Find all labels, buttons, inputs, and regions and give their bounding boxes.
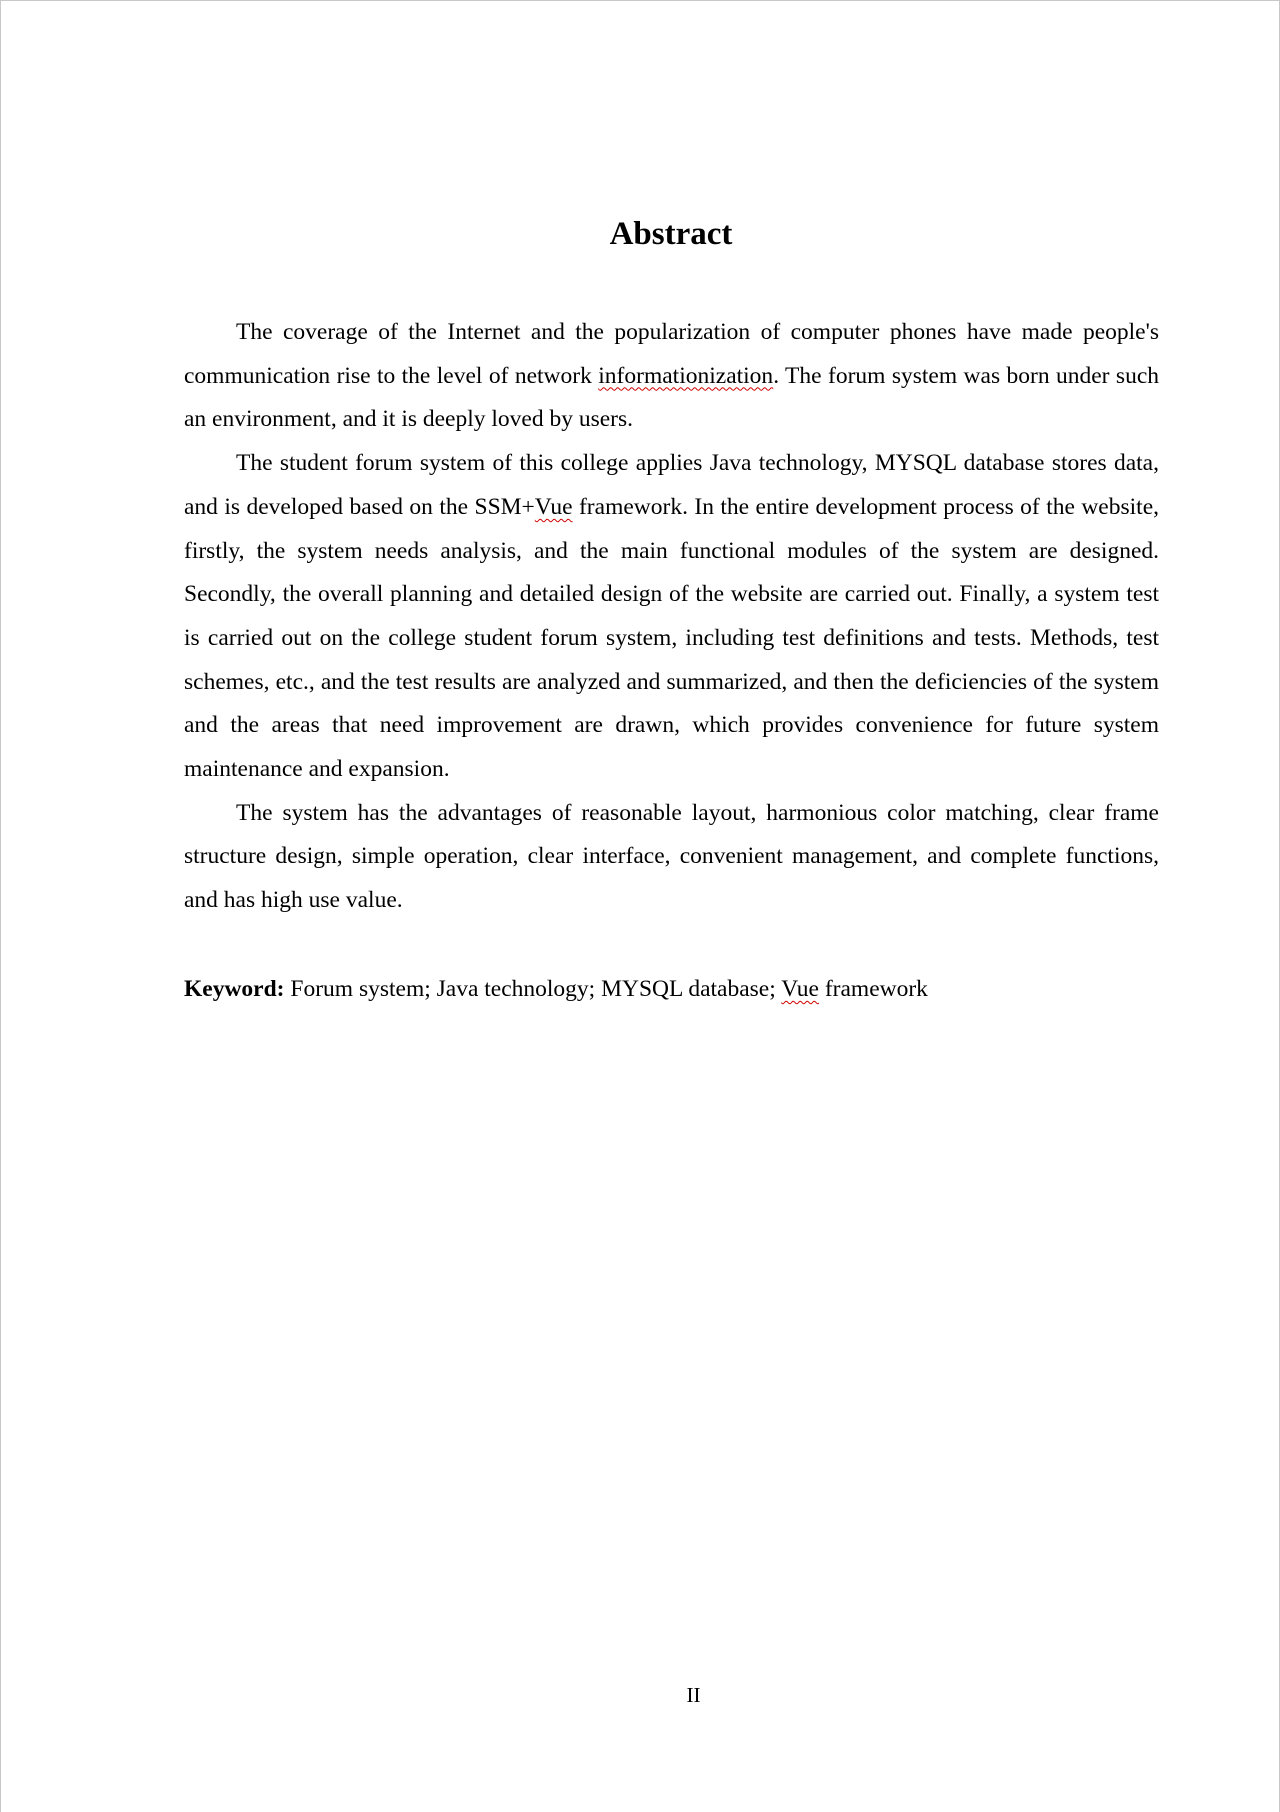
paragraph-1-text-b: . The forum system was born under such an environment, and it is deeply loved by users. xyxy=(184,362,1160,433)
spellcheck-flagged-word[interactable]: informationization xyxy=(598,362,774,389)
spellcheck-flagged-word[interactable]: Vue xyxy=(534,493,573,520)
spellcheck-flagged-word[interactable]: Vue xyxy=(781,976,819,1002)
abstract-title: Abstract xyxy=(609,216,733,252)
keywords-label: Keyword: xyxy=(184,976,285,1002)
keywords-line xyxy=(184,968,1159,1012)
keywords-text-b: framework xyxy=(818,976,928,1002)
paragraph-3-text: The system has the advantages of reasonable layout, harmonious color matching, clear frame structure design, simple operation, clear interface, convenient management, and complete functions, and has high use value. xyxy=(184,799,1159,914)
page-number: II xyxy=(686,1683,701,1707)
paragraph-3 xyxy=(184,792,1159,923)
paragraph-2-text-b: framework. In the entire development process of the website, firstly, the system needs analysis, and the main functional modules of the system are designed. Secondly, the overall planning and detailed design of the website are carried out. Finally, a system test is carried out on the college student forum system, including test definitions and tests. Methods, test schemes, etc., and the test results are analyzed and summarized, and then the deficiencies of the system and the areas that need improvement are drawn, which provides convenience for future system maintenance and expansion. xyxy=(184,493,1159,783)
paragraph-2-text-a: The student forum system of this college applies Java technology, MYSQL database stores data, and is developed based on the SSM+ xyxy=(184,450,1159,520)
abstract-body xyxy=(184,311,1159,923)
keywords-text-a: Forum system; Java technology; MYSQL database; xyxy=(284,976,782,1002)
paragraph-1 xyxy=(184,311,1159,442)
paragraph-1-text-a: The coverage of the Internet and the popularization of computer phones have made people's communication rise to the level of network xyxy=(184,319,1159,389)
paragraph-2 xyxy=(184,442,1159,792)
